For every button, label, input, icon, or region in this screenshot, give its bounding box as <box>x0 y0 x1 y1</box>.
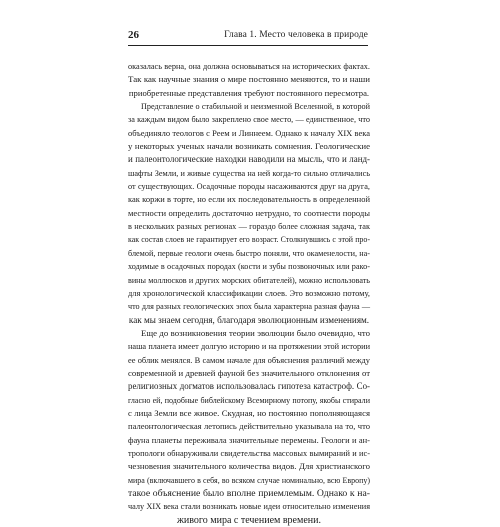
text-line: блемой, первые геологи очень быстро поняли, что окаменелости, на- <box>128 248 370 258</box>
text-line: такое объяснение было вполне приемлемым. Однако к на- <box>128 488 370 499</box>
text-line: местности определить достаточно нетрудно, то соотнести породы <box>128 207 370 218</box>
text-line: фауна планеты переживала значительные перемены. Геологи и ан- <box>128 434 370 445</box>
text-line: что для разных геологических эпох была характерна разная фауна — <box>128 302 370 312</box>
running-head <box>128 27 368 43</box>
text-line: палеонтологическая летопись действительно указывала на то, что <box>128 421 370 432</box>
text-line: чезновения значительного количества видов. Для христианского <box>128 461 370 472</box>
text-line: как состав слоев не гарантирует его возраст. Столкнувшись с этой про- <box>128 235 370 245</box>
text-line: как мы знаем сегодня, благодаря эволюционным изменениям. <box>128 314 370 325</box>
chapter-title: Глава 1. Место человека в природе <box>224 30 368 40</box>
text-line: в нескольких разных регионах — гораздо более сложная задача, так <box>128 222 370 232</box>
header-rule <box>128 45 368 46</box>
page-number: 26 <box>128 29 139 41</box>
text-line: от существующих. Осадочные породы насаживаются друг на друга, <box>128 182 370 192</box>
text-line: ходимые в осадочных породах (кости и зубы позвоночных или рако- <box>128 262 370 272</box>
text-line: чалу XIX века стали возникать новые идеи относительно изменения <box>128 502 370 512</box>
text-line: тропологи обнаруживали свидетельства массовых вымираний и ис- <box>128 448 370 458</box>
text-line: современной и древней фауной без значительного отклонения от <box>128 367 370 378</box>
text-line: религиозных догматов использовалась гипотеза катастроф. Со- <box>128 381 370 392</box>
text-line: для хронологической классификации слоев. Это возможно потому, <box>128 287 370 298</box>
text-line: наша планета имеет долгую историю и на протяжении этой истории <box>128 342 370 352</box>
text-line: у некоторых ученых начали возникать сомнения. Геологические <box>128 141 370 152</box>
text-line: живого мира с течением времени. <box>177 514 321 526</box>
text-line: оказалась верна, она должна основываться на исторических фактах. <box>128 62 370 71</box>
text-line: ее облик менялся. В самом начале для объяснения различий между <box>128 355 370 365</box>
text-line: гласно ей, подобные библейскому Всемирному потопу, якобы стирали <box>128 395 370 405</box>
body-text <box>128 60 370 527</box>
text-line: с лица Земли все живое. Скудная, но постоянно пополняющаяся <box>128 407 370 418</box>
text-line: приобретенные представления требуют постоянного пересмотра. <box>128 87 370 98</box>
text-line: вины моллюсков и других морских обитателей), можно использовать <box>128 275 370 285</box>
text-line: и палеонтологические находки наводили на мысль, что и ланд- <box>128 154 370 165</box>
text-line: шафты Земли, и живые существа на ней когда-то сильно отличались <box>128 168 370 178</box>
text-line: мира (включавшего в себя, во всяком случае номинально, всю Европу) <box>128 475 370 485</box>
text-line: объединяло теологов с Реем и Линнеем. Однако к началу XIX века <box>128 127 370 138</box>
text-line: Так как научные знания о мире постоянно меняются, то и наши <box>128 74 370 85</box>
text-line: за каждым видом было закреплено свое место, — единственное, что <box>128 115 370 125</box>
text-line: как коржи в торте, но если их последовательность в определенной <box>128 194 370 205</box>
paragraph-first-line: Представление о стабильной и неизменной Вселенной, в которой <box>141 102 370 112</box>
paragraph-first-line: Еще до возникновения теории эволюции было очевидно, что <box>141 327 370 338</box>
